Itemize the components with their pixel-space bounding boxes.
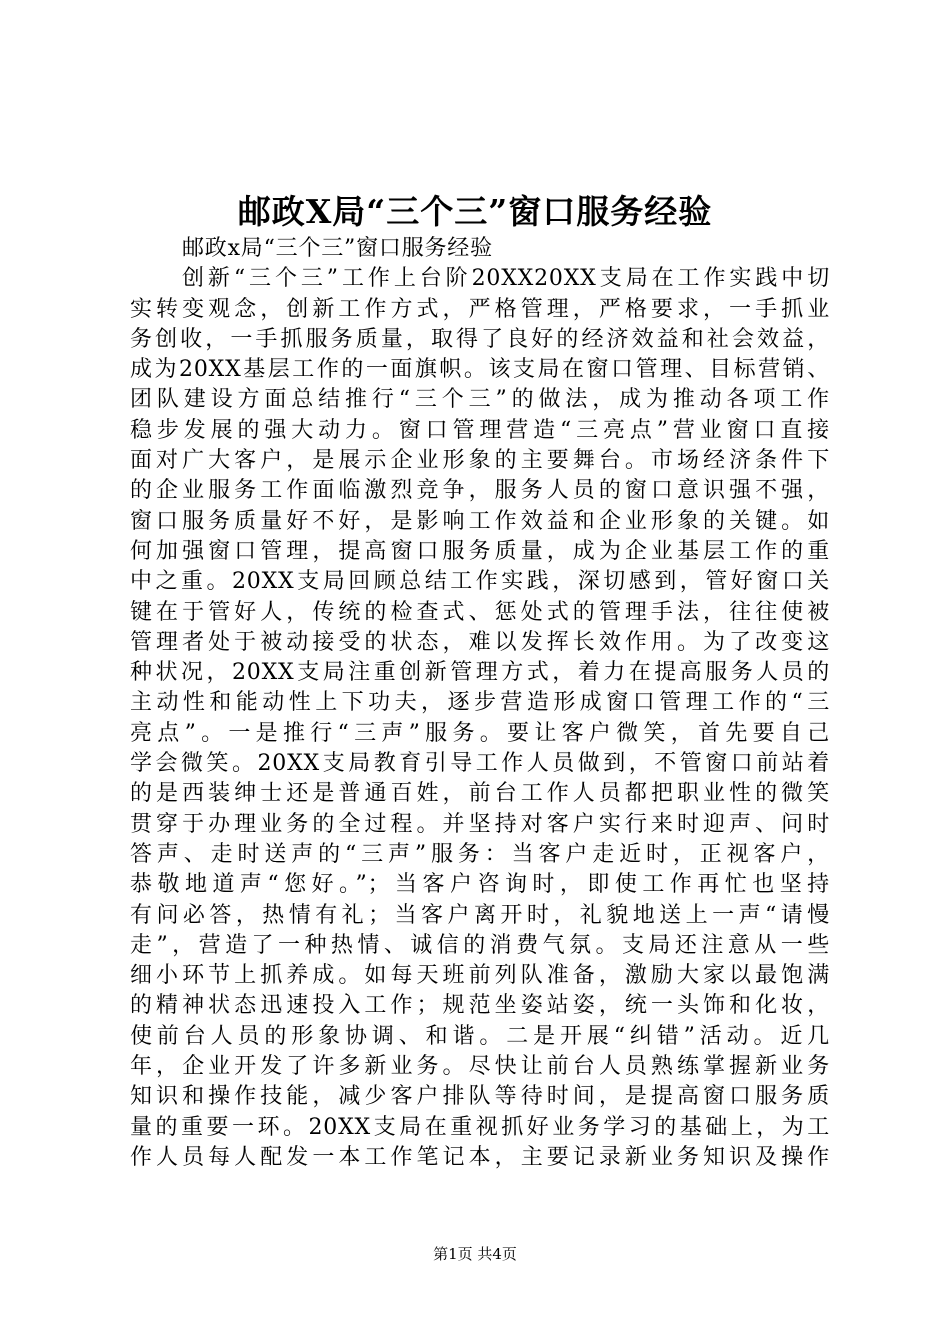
paragraph-line: 知识和操作技能，减少客户排队等待时间，是提高窗口服务质 [130,1084,830,1110]
paragraph-line: 成为20XX基层工作的一面旗帜。该支局在窗口管理、目标营销、 [130,357,830,383]
paragraph-line: 实转变观念，创新工作方式，严格管理，严格要求，一手抓业 [130,296,830,322]
paragraph-line: 稳步发展的强大动力。窗口管理营造“三亮点”营业窗口直接 [130,417,830,443]
document-title: 邮政X局“三个三”窗口服务经验 [237,192,713,231]
paragraph-line: 答声、走时送声的“三声”服务：当客户走近时，正视客户， [130,841,830,867]
paragraph-line: 窗口服务质量好不好，是影响工作效益和企业形象的关键。如 [130,508,830,534]
paragraph-line: 的精神状态迅速投入工作；规范坐姿站姿，统一头饰和化妆， [130,993,830,1019]
paragraph-line: 面对广大客户，是展示企业形象的主要舞台。市场经济条件下 [130,448,830,474]
page-footer: 第1页 共4页 [433,1245,517,1263]
document-subtitle: 邮政x局“三个三”窗口服务经验 [182,236,493,261]
paragraph-line: 团队建设方面总结推行“三个三”的做法，成为推动各项工作 [130,387,830,413]
paragraph-line: 务创收，一手抓服务质量，取得了良好的经济效益和社会效益， [130,326,830,352]
paragraph-line: 走”，营造了一种热情、诚信的消费气氛。支局还注意从一些 [130,932,830,958]
paragraph-line: 主动性和能动性上下功夫，逐步营造形成窗口管理工作的“三 [130,690,830,716]
paragraph-line: 创新“三个三”工作上台阶20XX20XX支局在工作实践中切 [182,266,830,292]
paragraph-line: 键在于管好人，传统的检查式、惩处式的管理手法，往往使被 [130,599,830,625]
paragraph-line: 细小环节上抓养成。如每天班前列队准备，激励大家以最饱满 [130,963,830,989]
paragraph-line: 亮点”。一是推行“三声”服务。要让客户微笑，首先要自己 [130,720,830,746]
paragraph-line: 量的重要一环。20XX支局在重视抓好业务学习的基础上，为工 [130,1114,830,1140]
paragraph-line: 的是西装绅士还是普通百姓，前台工作人员都把职业性的微笑 [130,781,830,807]
paragraph-line: 使前台人员的形象协调、和谐。二是开展“纠错”活动。近几 [130,1023,830,1049]
document-body [130,234,830,1173]
paragraph-line: 有问必答，热情有礼；当客户离开时，礼貌地送上一声“请慢 [130,902,830,928]
paragraph-line: 何加强窗口管理，提高窗口服务质量，成为企业基层工作的重 [130,538,830,564]
paragraph-line: 作人员每人配发一本工作笔记本，主要记录新业务知识及操作 [130,1144,830,1170]
paragraph-line: 恭敬地道声“您好。”；当客户咨询时，即使工作再忙也坚持 [130,872,830,898]
paragraph-line: 年，企业开发了许多新业务。尽快让前台人员熟练掌握新业务 [130,1054,830,1080]
paragraph-line: 种状况，20XX支局注重创新管理方式，着力在提高服务人员的 [130,660,830,686]
paragraph-line: 中之重。20XX支局回顾总结工作实践，深切感到，管好窗口关 [130,569,830,595]
paragraph-line: 学会微笑。20XX支局教育引导工作人员做到，不管窗口前站着 [130,751,830,777]
paragraph-line: 管理者处于被动接受的状态，难以发挥长效作用。为了改变这 [130,629,830,655]
paragraph-line: 的企业服务工作面临激烈竞争，服务人员的窗口意识强不强， [130,478,830,504]
paragraph-line: 贯穿于办理业务的全过程。并坚持对客户实行来时迎声、问时 [130,811,830,837]
